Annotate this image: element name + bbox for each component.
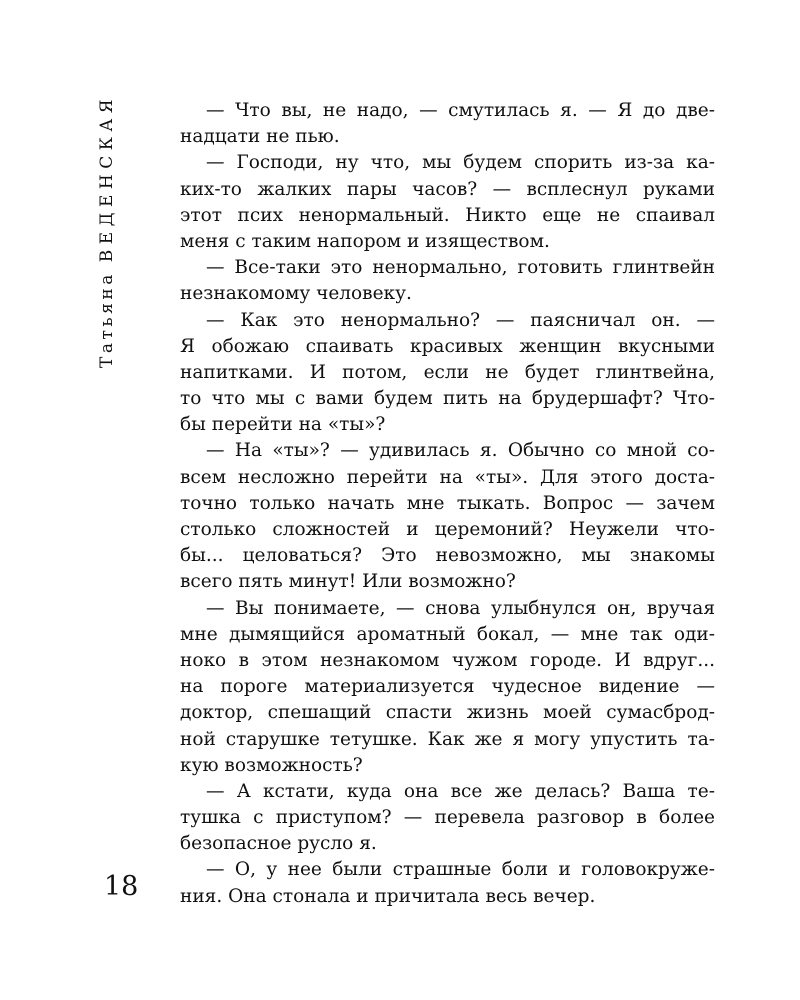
text-line: ких-то жалких пары часов? — всплеснул руками — [180, 178, 715, 200]
text-line: — На «ты»? — удивилась я. Обычно со мной со- — [206, 440, 715, 462]
text-line: мне дымящийся ароматный бокал, — мне так оди- — [180, 623, 715, 645]
text-line: Я обожаю спаивать красивых женщин вкусными — [180, 335, 715, 357]
text-line: тушка с приступом? — перевела разговор в более — [180, 807, 715, 829]
text-line: незнакомому человеку. — [180, 283, 412, 305]
text-line: — Что вы, не надо, — смутилась я. — Я до две- — [206, 100, 715, 121]
text-line: — А кстати, куда она все же делась? Ваша те- — [206, 780, 715, 802]
text-line: надцати не пью. — [180, 126, 340, 148]
text-line: то что мы с вами будем пить на брудершафт? Что- — [180, 388, 715, 410]
text-line: — Все-таки это ненормально, готовить глинтвейн — [206, 257, 715, 279]
text-line: кую возможность? — [180, 754, 363, 776]
text-line: столько сложностей и церемоний? Неужели что- — [180, 519, 715, 540]
text-line: этот псих ненормальный. Никто еще не спаивал — [180, 204, 715, 226]
text-line: — Господи, ну что, мы будем спорить из-за ка- — [206, 152, 715, 174]
text-line: всем несложно перейти на «ты». Для этого доста- — [180, 466, 715, 488]
text-line: меня с таким напором и изяществом. — [180, 230, 550, 252]
text-line: на пороге материализуется чудесное видение — — [180, 676, 715, 698]
text-line: ной старушке тетушке. Как же я могу упустить та- — [180, 728, 715, 750]
text-line: всего пять минут! Или возможно? — [180, 571, 516, 593]
body-text — [180, 98, 715, 910]
text-line: безопасное русло я. — [180, 833, 377, 855]
text-line: бы... целоваться? Это невозможно, мы знакомы — [180, 545, 715, 567]
text-line: доктор, спешащий спасти жизнь моей сумасброд- — [180, 702, 715, 724]
running-head-text — [97, 94, 117, 368]
text-line: — Вы понимаете, — снова улыбнулся он, вручая — [206, 597, 715, 619]
text-line: — Как это ненормально? — паясничал он. — — [206, 309, 715, 331]
text-line: — О, у нее были страшные боли и головокруже- — [206, 859, 715, 881]
text-line: напитками. И потом, если не будет глинтвейна, — [180, 361, 715, 383]
text-line: ния. Она стонала и причитала весь вечер. — [180, 885, 596, 907]
text-line: точно только начать мне тыкать. Вопрос — зачем — [180, 492, 715, 514]
text-line: бы перейти на «ты»? — [180, 414, 386, 436]
text-line: ноко в этом незнакомом чужом городе. И вдруг... — [180, 649, 715, 671]
author-first-name: Татьяна — [97, 271, 117, 368]
author-surname: ВЕДЕНСКАЯ — [97, 94, 117, 263]
page-number: 18 — [104, 871, 139, 902]
